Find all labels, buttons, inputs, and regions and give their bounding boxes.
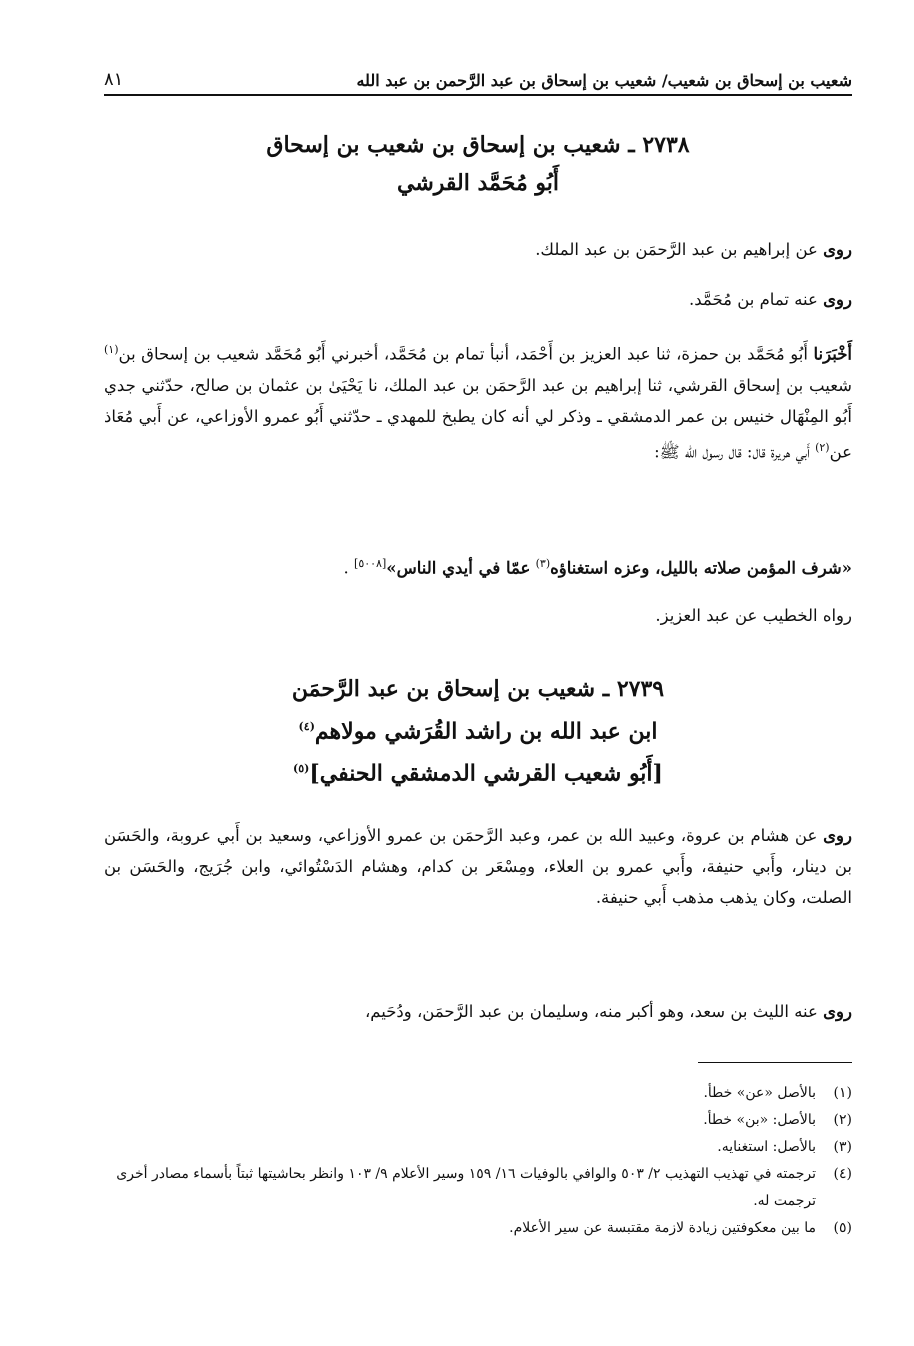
footnote-text: بالأصل: «بن» خطأ. [703,1112,816,1128]
entry-2738 [104,126,852,202]
footnote-text: ترجمته في تهذيب التهذيب ٢/ ٥٠٣ والوافي بالوفيات ١٦/ ١٥٩ وسير الأعلام ٩/ ١٠٣ وانظر بحاشيتها ثبتاً بأسماء مصادر أخرى ترجمت له. [116,1166,816,1209]
footnote-2 [104,1107,852,1134]
footnote-5 [104,1215,852,1242]
entry-2739-title-line3 [104,750,852,792]
entry-2738-title-line1: ٢٧٣٨ ـ شعيب بن إسحاق بن شعيب بن إسحاق [266,132,690,158]
footnote-number: (٥) [833,1220,852,1236]
footnotes [104,1080,852,1242]
entry-2738-narrated-by [104,284,852,315]
footnote-number: (٤) [833,1166,852,1182]
title-line3-text: [أَبُو شعيب القرشي الدمشقي الحنفي] [309,760,663,787]
footnote-ref-2[interactable]: (٢) [815,440,830,454]
title-line2-text: ابن عبد الله بن راشد القُرَشي مولاهم [314,718,658,745]
footnote-3 [104,1134,852,1161]
footnote-text: بالأصل: استغنايه. [717,1139,816,1155]
page-number: ٨١ [104,69,124,90]
quote-text-a: «شرف المؤمن صلاته بالليل، وعزه استغناؤه [550,558,852,578]
isnad-text-c: أَبي هريرة قال: قال رسول الله ﷺ: [654,442,810,461]
footnote-number: (٢) [833,1112,852,1128]
narrated-by-lead: روى [823,290,852,309]
narrated-from-text: عن إبراهيم بن عبد الرَّحمَن بن عبد الملك. [535,240,818,259]
footnote-number: (١) [833,1085,852,1101]
source-text: رواه الخطيب عن عبد العزيز. [655,606,852,625]
narrated-from-lead: روى [823,240,852,259]
footnote-4 [104,1161,852,1215]
footnote-ref-3[interactable]: (٣) [535,557,551,570]
entry-2738-narrated-from [104,234,852,265]
entry-2738-isnad [104,334,852,467]
footnote-text: بالأصل «عن» خطأ. [703,1085,816,1101]
narrated-from-lead-2: روى [823,826,852,845]
quote-text-b: عمّا في أيدي الناس» [386,558,531,578]
running-title: شعيب بن إسحاق بن شعيب/ شعيب بن إسحاق بن عبد الرَّحمن بن عبد الله [356,71,852,90]
isnad-text-b: شعيب بن إسحاق القرشي، ثنا إبراهيم بن عبد الرَّحمَن بن عبد الملك، نا يَحْيَىٰ بن عثمان بن صالح، حدّثني جدي أَبُو المِنْهَال خنيس بن عمر الدمشقي ـ وذكر لي أنه كان يطبخ للمهدي ـ حدّثني أَبُو عمرو الأوزاعي، عن أَبي مُعَاذ عن [104,375,852,461]
footnote-text: ما بين معكوفتين زيادة لازمة مقتبسة عن سير الأعلام. [509,1220,816,1236]
entry-2739-title-line1: ٢٧٣٩ ـ شعيب بن إسحاق بن عبد الرَّحمَن [291,676,665,702]
entry-2739-title-line2 [104,708,852,750]
narrated-from-text-2: عن هشام بن عروة، وعبيد الله بن عمر، وعبد الرَّحمَن بن عمرو الأوزاعي، وسعيد بن أَبي عروبة، والحَسَن بن دينار، وأَبي حنيفة، وأَبي عمرو بن العلاء، ومِسْعَر بن كدام، وهشام الدَسْتُوائي، وابن جُرَيج، والحَسَن بن الصلت، وكان يذهب مذهب أَبي حنيفة. [104,826,852,907]
hadith-number: [٥٠٠٨] [354,557,387,570]
entry-2738-source [104,600,852,631]
entry-2739 [104,670,852,793]
entry-2739-narrated-by [104,996,852,1027]
isnad-lead: أَخْبَرَنا [813,344,852,364]
entry-2739-narrated-from [104,820,852,913]
isnad-text-a: أَبُو مُحَمَّد بن حمزة، ثنا عبد العزيز بن أَحْمَد، أنبأ تمام بن مُحَمَّد، أخبرني أَبُو مُحَمَّد شعيب بن إسحاق بن [118,344,808,364]
narrated-by-text-2: عنه الليث بن سعد، وهو أكبر منه، وسليمان بن عبد الرَّحمَن، ودُحَيم، [364,1002,818,1021]
page-header [104,58,852,96]
hadith-quote: «شرف المؤمن صلاته بالليل، وعزه استغناؤه$^{(٣)}$ عمّا في أيدي الناس»[٥٠٠٨] . [343,557,852,578]
entry-2738-title-line2: أَبُو مُحَمَّد القرشي [396,170,560,196]
footnote-1 [104,1080,852,1107]
footnote-ref-5[interactable]: (٥) [293,762,310,776]
footnote-divider [698,1062,852,1063]
narrated-by-lead-2: روى [823,1002,852,1021]
narrated-by-text: عنه تمام بن مُحَمَّد. [689,290,818,309]
footnote-ref-1[interactable]: (١) [104,343,119,356]
footnote-ref-4[interactable]: (٤) [298,720,315,733]
footnote-number: (٣) [833,1139,852,1155]
